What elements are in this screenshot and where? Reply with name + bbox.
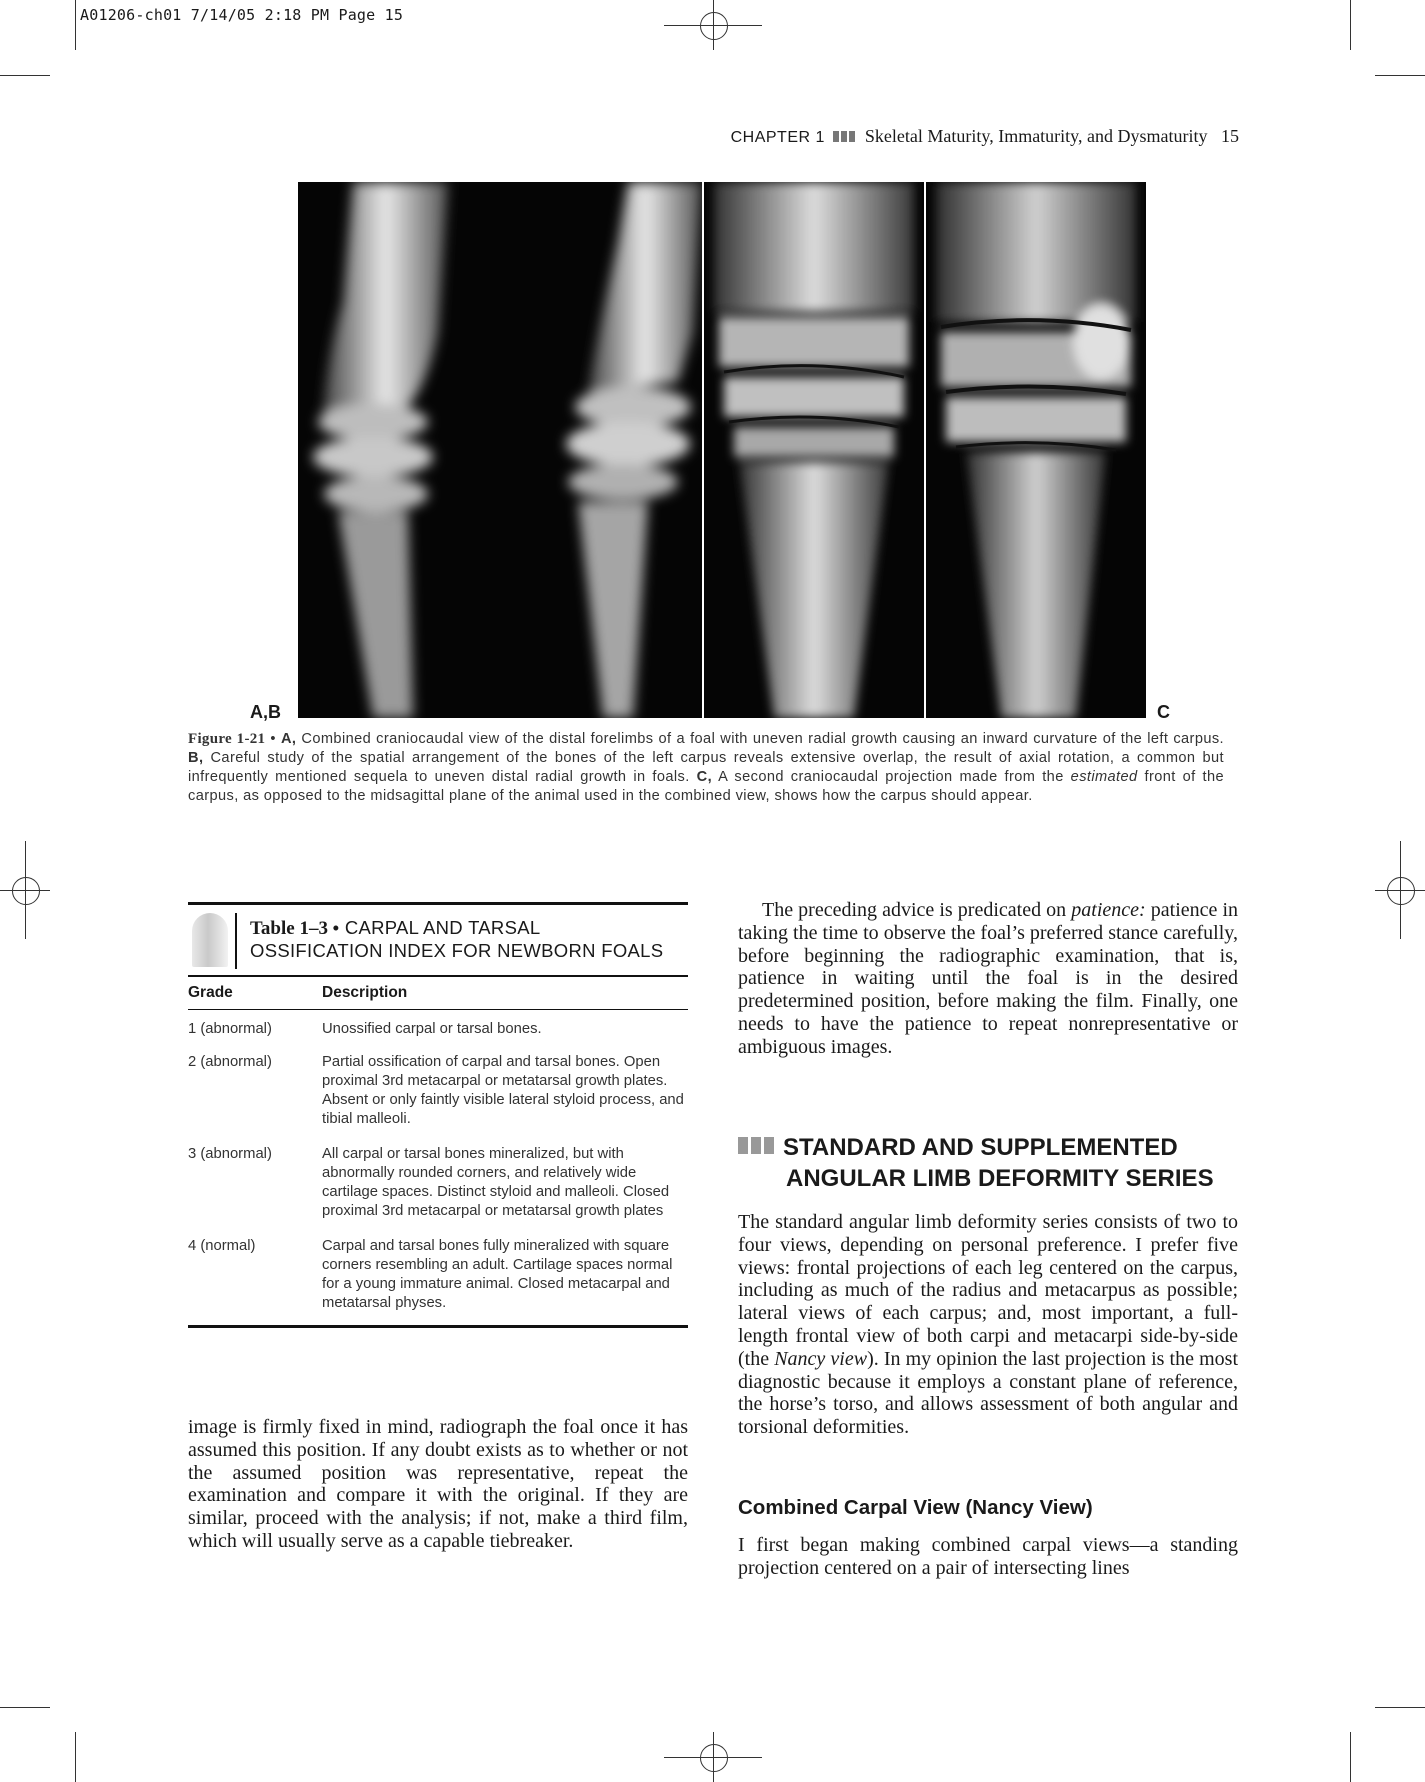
radiograph-panel-b <box>704 182 924 718</box>
paragraph-text: The preceding advice is predicated on <box>762 899 1067 921</box>
description-cell: Partial ossification of carpal and tarsal bones. Open proximal 3rd metacarpal or metatarsal growth plates. Absent or only faintly visible lateral styloid process, and tibial malleoli. <box>322 1054 684 1127</box>
table-title-line1: CARPAL AND TARSAL <box>344 917 541 938</box>
column-header-grade: Grade <box>188 984 233 1001</box>
section-heading-line2: ANGULAR LIMB DEFORMITY SERIES <box>786 1164 1214 1192</box>
paragraph-text: I first began making combined carpal views—a standing projection centered on a pair of intersecting lines <box>738 1534 1238 1579</box>
bar-ornament-icon <box>738 1133 777 1161</box>
ossification-table <box>188 902 688 1328</box>
radiograph-panel-a <box>298 182 702 718</box>
table-row <box>188 1020 688 1039</box>
description-cell: Unossified carpal or tarsal bones. <box>322 1021 542 1037</box>
table-row <box>188 1053 688 1129</box>
chapter-label: CHAPTER 1 <box>730 129 825 147</box>
registration-mark <box>700 1744 728 1772</box>
registration-mark <box>1387 877 1415 905</box>
radiograph-image <box>298 182 702 718</box>
registration-mark <box>700 12 728 40</box>
column-header-description: Description <box>322 984 408 1001</box>
description-cell: All carpal or tarsal bones mineralized, but with abnormally rounded corners, and relatively wide cartilage spaces. Distinct styloid and malleoli. Closed proximal 3rd metacarpal or metatarsal growth plates <box>322 1146 670 1219</box>
table-header-row <box>188 977 688 1009</box>
emphasis-patience: patience: <box>1071 899 1146 921</box>
figure-label-c: C <box>1157 702 1170 722</box>
left-column-paragraph <box>188 1416 688 1553</box>
page-number: 15 <box>1221 126 1239 147</box>
description-cell: Carpal and tarsal bones fully mineralized with square corners resembling an adult. Cartilage spaces normal for a young immature animal. Closed metacarpal and metatarsal physes. <box>322 1238 673 1311</box>
radiograph-image <box>926 182 1146 718</box>
table-row <box>188 1145 688 1221</box>
paragraph-text: image is firmly fixed in mind, radiograph the foal once it has assumed this position. If any doubt exists as to whether or not the assumed position was representative, repeat the examination and compare it with the original. If they are similar, proceed with the analysis; if not, make a third film, which will usually serve as a capable tiebreaker. <box>188 1416 688 1552</box>
table-rule <box>188 1009 688 1010</box>
caption-c-text-end: front of the carpus, as opposed to the midsagittal plane of the animal used in the combined view, shows how the carpus should appear. <box>188 769 1224 804</box>
table-title: Table 1–3 • CARPAL AND TARSAL OSSIFICATION INDEX FOR NEWBORN FOALS <box>250 917 664 961</box>
crop-mark <box>0 75 50 76</box>
crop-mark <box>1350 1732 1351 1782</box>
caption-a-label: A, <box>280 731 297 747</box>
subsection-heading: Combined Carpal View (Nancy View) <box>738 1496 1093 1519</box>
table-rule <box>188 1325 688 1328</box>
paragraph-text: patience in taking the time to observe the foal’s preferred stance carefully, before beginning the radiographic examination, that is, patience in waiting until the foal is in the desired predetermined position, before making the film. Finally, one needs to have the patience to repeat nonrepresentative or ambiguous images. <box>738 899 1239 1058</box>
table-title-divider <box>235 913 237 969</box>
grade-cell: 1 (abnormal) <box>188 1021 272 1037</box>
table-number: Table 1–3 <box>250 918 328 939</box>
right-column-paragraph-2 <box>738 1211 1238 1439</box>
paragraph-text: ). In my opinion the last projection is the most diagnostic because it employs a constant plane of reference, the horse’s torso, and allows assessment of both angular and torsional deformities. <box>738 1347 1238 1439</box>
crop-mark <box>0 1707 50 1708</box>
running-head <box>731 126 1239 150</box>
figure-number: Figure 1-21 <box>188 731 266 747</box>
registration-mark <box>12 877 40 905</box>
caption-c-text: A second craniocaudal projection made from the <box>718 769 1064 785</box>
table-tab-icon <box>192 913 228 967</box>
caption-c-emphasis: estimated <box>1070 769 1138 785</box>
bar-ornament-icon <box>833 126 857 147</box>
table-title-row <box>188 905 688 975</box>
caption-c-label: C, <box>696 769 713 785</box>
figure-caption: Figure 1-21 • A, Combined craniocaudal view of the distal forelimbs of a foal with uneven radial growth causing an inward curvature of the left carpus. B, Careful study of the spatial arrangement of the bones of the left carpus reveals extensive overlap, the result of axial rotation, a common but infrequently mentioned sequela to uneven distal radial growth in foals. C, A second craniocaudal projection made from the estimated front of the carpus, as opposed to the midsagittal plane of the animal used in the combined view, shows how the carpus should appear. <box>188 731 1224 804</box>
caption-b-text: Careful study of the spatial arrangement of the bones of the left carpus reveals extensive overlap, the result of axial rotation, a common but infrequently mentioned sequela to uneven distal radial growth in foals. <box>188 750 1224 785</box>
crop-mark <box>1375 1707 1425 1708</box>
chapter-title: Skeletal Maturity, Immaturity, and Dysmaturity <box>864 126 1208 147</box>
caption-b-label: B, <box>188 750 204 766</box>
paragraph-text: The standard angular limb deformity series consists of two to four views, depending on personal preference. I prefer five views: frontal projections of each leg centered on the carpus, including as much of the radius and metacarpus as possible; lateral views of each carpus; and, most important, a full-length frontal view of both carpi and metacarpi side-by-side (the <box>738 1211 1238 1370</box>
grade-cell: 3 (abnormal) <box>188 1146 272 1162</box>
section-heading <box>738 1133 1258 1192</box>
printer-slug: A01206-ch01 7/14/05 2:18 PM Page 15 <box>80 6 404 24</box>
table-row <box>188 1237 688 1313</box>
caption-a-text: Combined craniocaudal view of the distal forelimbs of a foal with uneven radial growth causing an inward curvature of the left carpus. <box>301 731 1224 747</box>
right-column-paragraph-1 <box>738 899 1238 1059</box>
right-column-paragraph-3 <box>738 1534 1238 1580</box>
figure-label-ab: A,B <box>250 702 281 722</box>
crop-mark <box>1350 0 1351 50</box>
emphasis-nancy-view: Nancy view <box>774 1347 868 1370</box>
table-title-line2: OSSIFICATION INDEX FOR NEWBORN FOALS <box>250 940 664 961</box>
radiograph-image <box>704 182 924 718</box>
crop-mark <box>75 1732 76 1782</box>
crop-mark <box>1375 75 1425 76</box>
grade-cell: 2 (abnormal) <box>188 1054 272 1070</box>
radiograph-panel-c <box>926 182 1146 718</box>
grade-cell: 4 (normal) <box>188 1238 256 1254</box>
section-heading-line1: STANDARD AND SUPPLEMENTED <box>783 1134 1178 1162</box>
crop-mark <box>75 0 76 50</box>
